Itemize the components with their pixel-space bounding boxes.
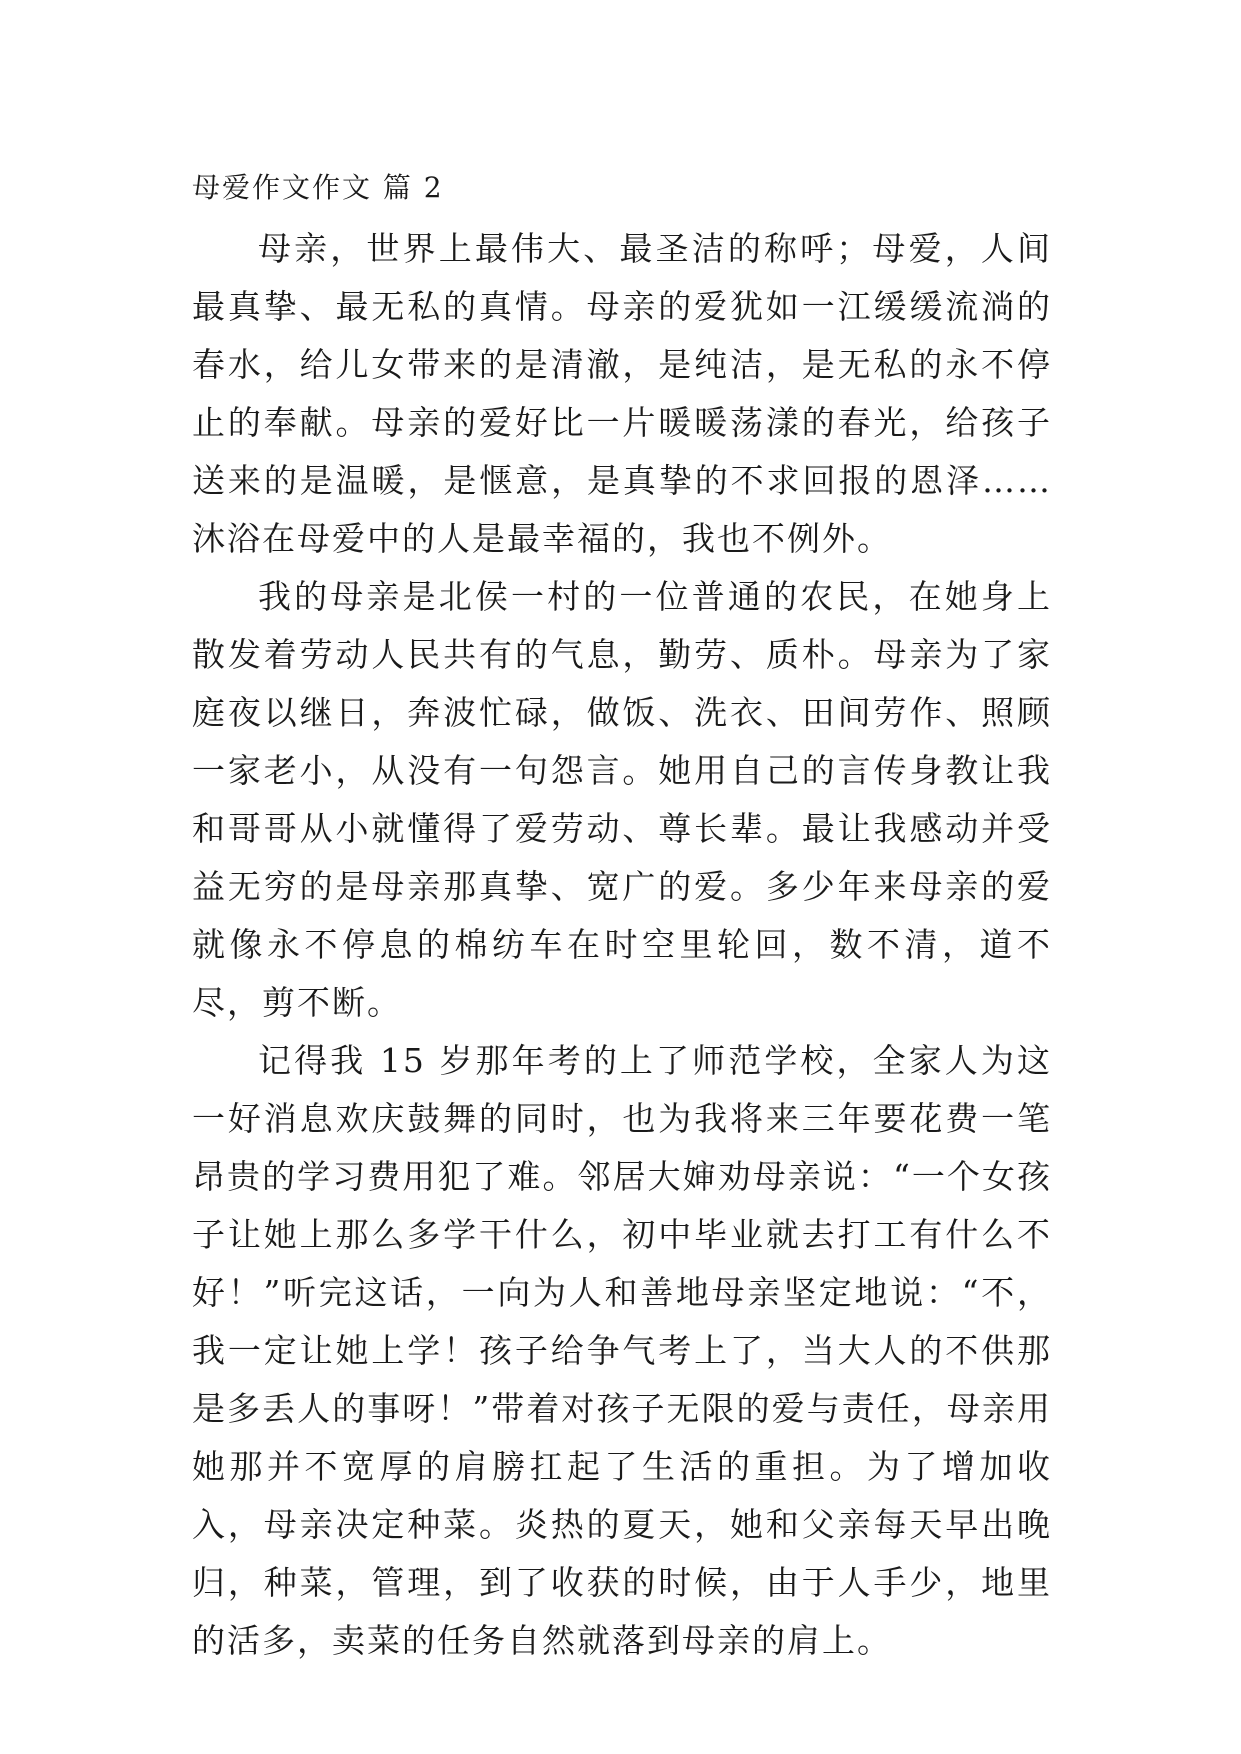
- paragraph-1: 母亲，世界上最伟大、最圣洁的称呼；母爱，人间最真挚、最无私的真情。母亲的爱犹如一江缓缓流淌的春水，给儿女带来的是清澈，是纯洁，是无私的永不停止的奉献。母亲的爱好比一片暖暖荡漾的春光，给孩子送来的是温暖，是惬意，是真挚的不求回报的恩泽……沐浴在母爱中的人是最幸福的，我也不例外。: [192, 229, 1052, 558]
- document-body: [192, 168, 1052, 1670]
- document-title: 母爱作文作文 篇 2: [192, 171, 444, 204]
- paragraph-2: 我的母亲是北侯一村的一位普通的农民，在她身上散发着劳动人民共有的气息，勤劳、质朴。母亲为了家庭夜以继日，奔波忙碌，做饭、洗衣、田间劳作、照顾一家老小，从没有一句怨言。她用自己的言传身教让我和哥哥从小就懂得了爱劳动、尊长辈。最让我感动并受益无穷的是母亲那真挚、宽广的爱。多少年来母亲的爱就像永不停息的棉纺车在时空里轮回，数不清，道不尽，剪不断。: [192, 577, 1052, 1022]
- paragraph-3: 记得我 15 岁那年考的上了师范学校，全家人为这一好消息欢庆鼓舞的同时，也为我将来三年要花费一笔昂贵的学习费用犯了难。邻居大婶劝母亲说：“一个女孩子让她上那么多学干什么，初中毕业就去打工有什么不好！”听完这话，一向为人和善地母亲坚定地说：“不，我一定让她上学！孩子给争气考上了，当大人的不供那是多丢人的事呀！”带着对孩子无限的爱与责任，母亲用她那并不宽厚的肩膀扛起了生活的重担。为了增加收入，母亲决定种菜。炎热的夏天，她和父亲每天早出晚归，种菜，管理，到了收获的时候，由于人手少，地里的活多，卖菜的任务自然就落到母亲的肩上。: [192, 1041, 1052, 1660]
